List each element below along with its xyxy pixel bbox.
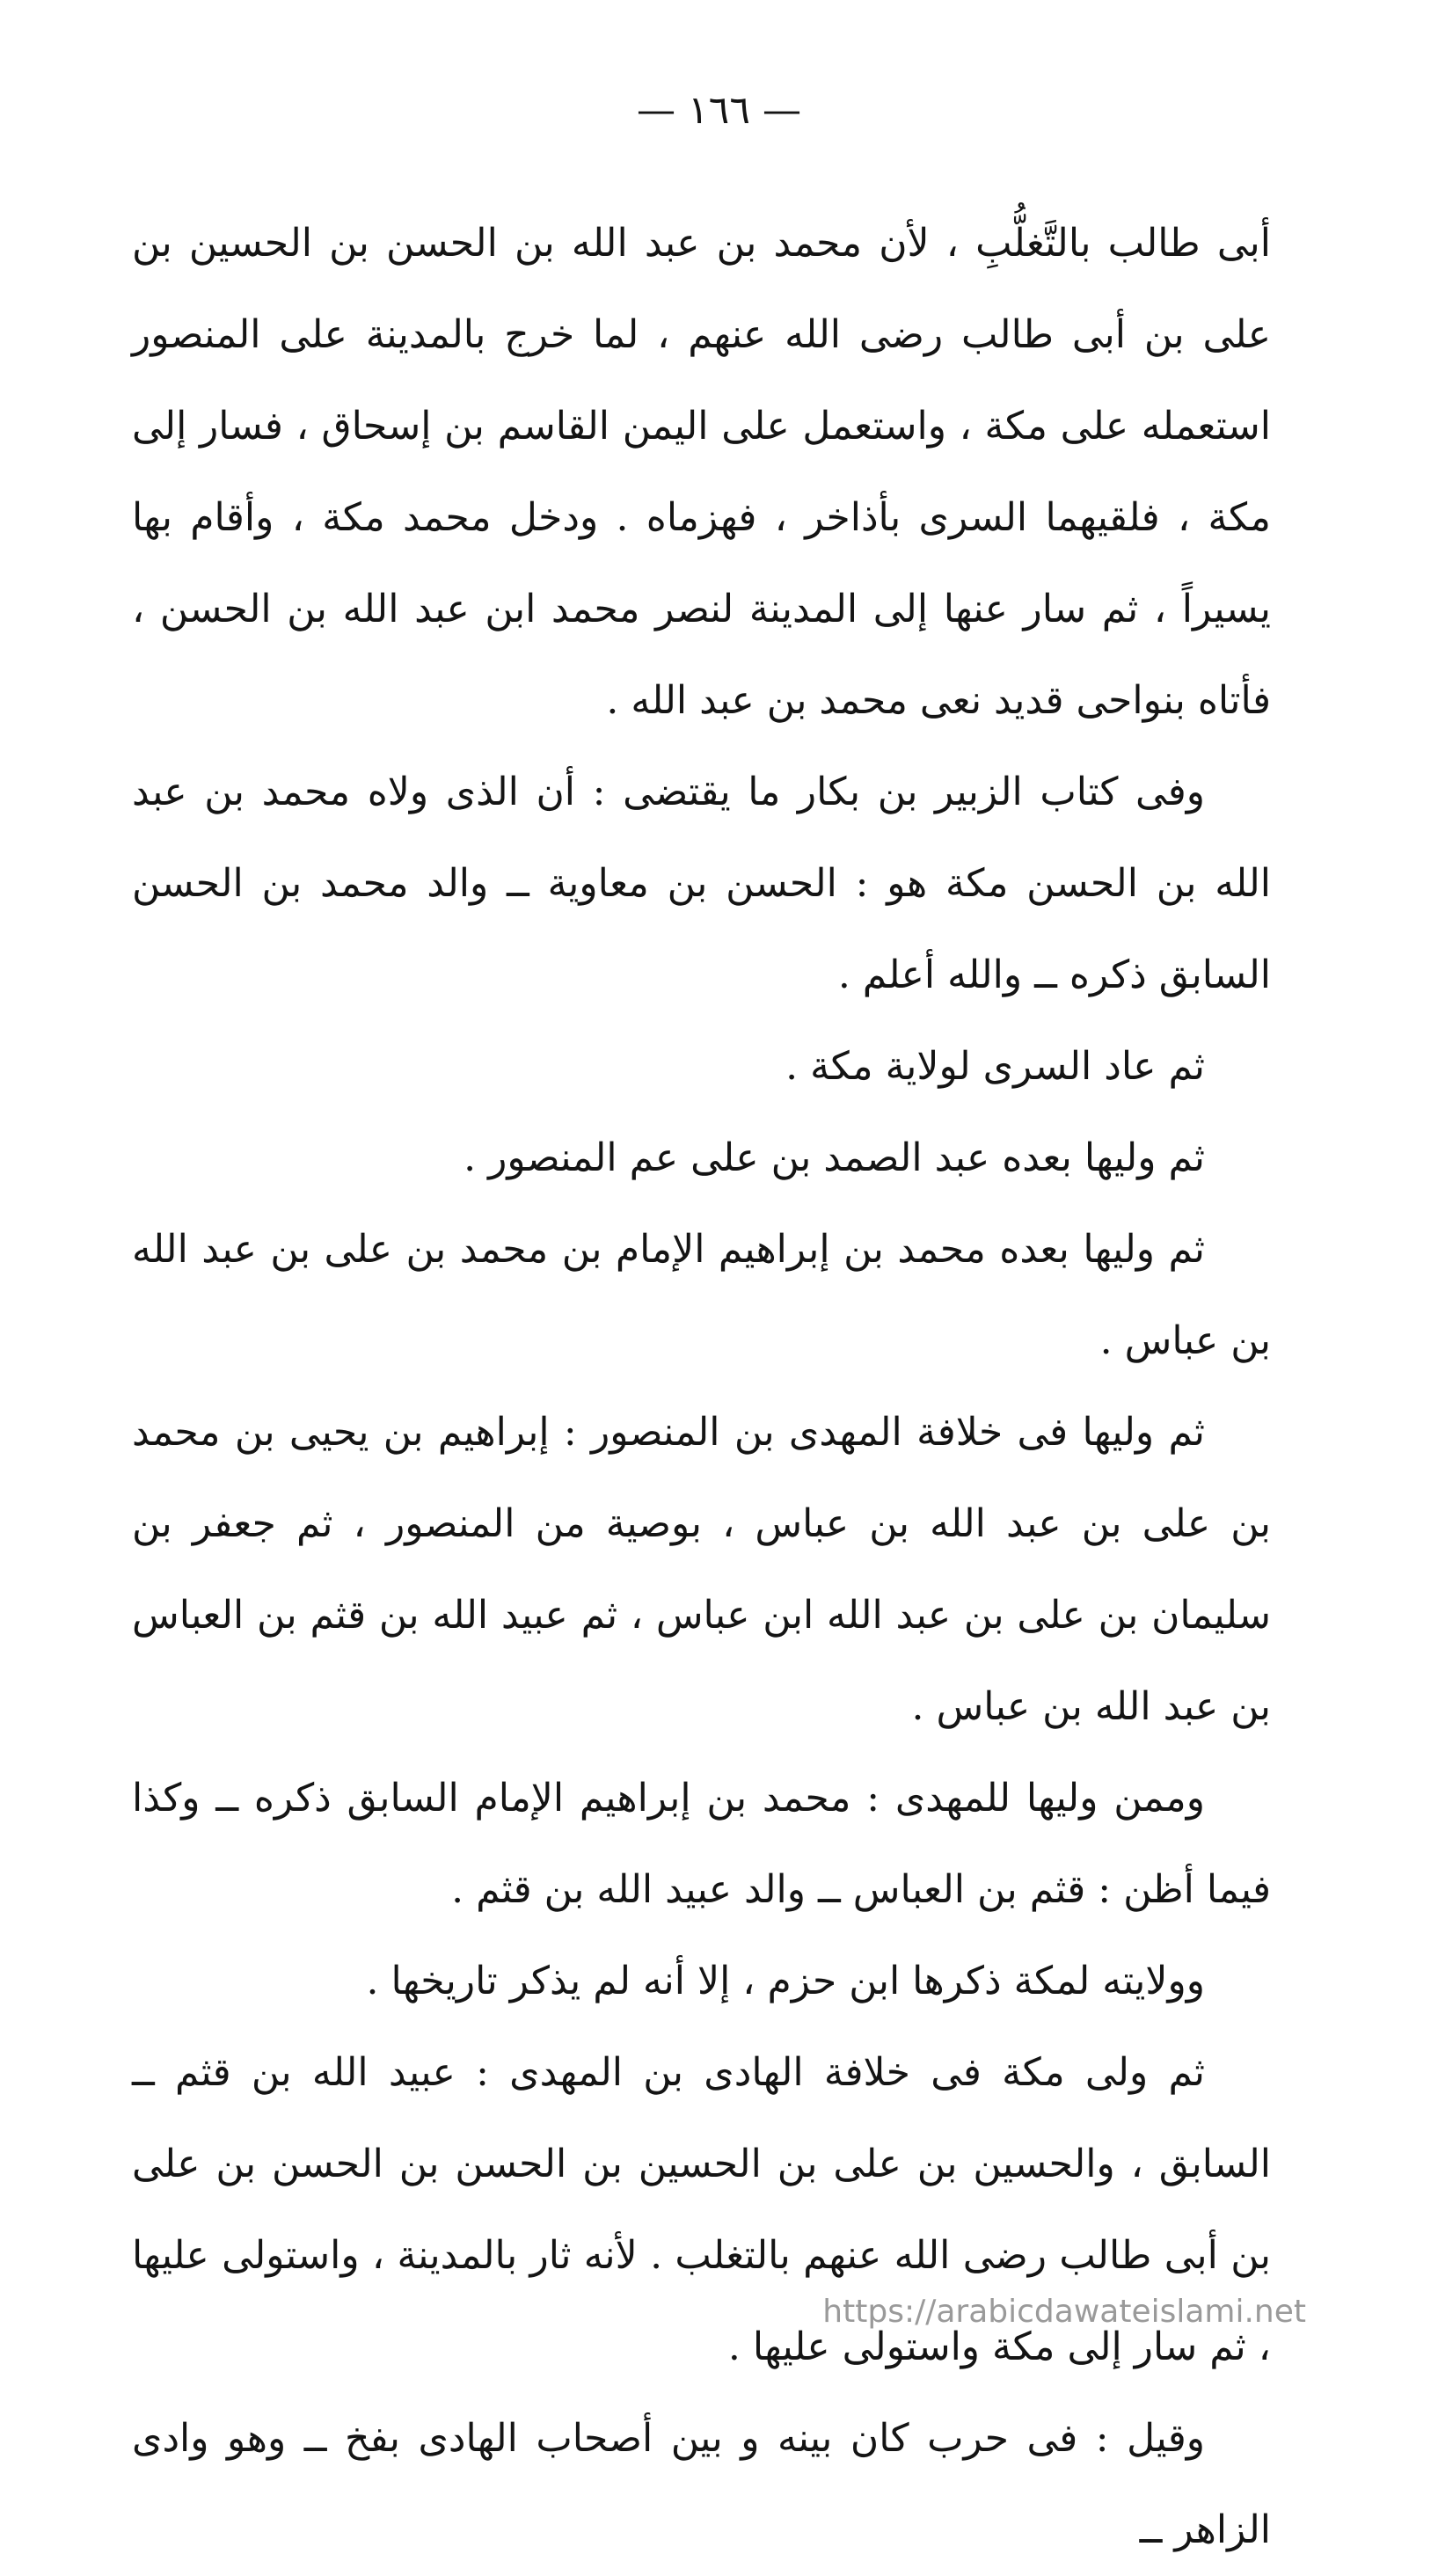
paragraph: ثم ولى مكة فى خلافة الهادى بن المهدى : عبيد الله بن قثم ــ السابق ، والحسين بن على بن الحسين بن الحسن بن الحسن بن على بن أبى طالب رضى الله عنهم بالتغلب . لأنه ثار بالمدينة ، واستولى عليها ، ثم سار إلى مكة واستولى عليها .: [132, 2050, 1271, 2369]
watermark-url: https://arabicdawateislami.net: [822, 2294, 1306, 2330]
paragraph: وولايته لمكة ذكرها ابن حزم ، إلا أنه لم يذكر تاريخها .: [366, 1959, 1205, 2003]
paragraph: ثم وليها بعده محمد بن إبراهيم الإمام بن محمد بن على بن عبد الله بن عباس .: [132, 1227, 1271, 1363]
page-body: [132, 198, 1271, 2576]
page-number: — ١٦٦ —: [637, 88, 801, 133]
paragraph: ثم وليها بعده عبد الصمد بن على عم المنصور .: [464, 1135, 1205, 1180]
paragraph: وقيل : فى حرب كان بينه و بين أصحاب الهادى بفخ ــ وهو وادى الزاهر ــ: [132, 2416, 1271, 2552]
paragraph: ثم عاد السرى لولاية مكة .: [785, 1044, 1205, 1089]
paragraph: وفى كتاب الزبير بن بكار ما يقتضى : أن الذى ولاه محمد بن عبد الله بن الحسن مكة هو : الحسن بن معاوية ــ والد محمد بن الحسن السابق ذكره ــ والله أعلم .: [132, 770, 1271, 997]
paragraph: أبى طالب بالتَّغلُّبِ ، لأن محمد بن عبد الله بن الحسن بن الحسين بن على بن أبى طالب رضى الله عنهم ، لما خرج بالمدينة على المنصور استعمله على مكة ، واستعمل على اليمن القاسم بن إسحاق ، فسار إلى مكة ، فلقيهما السرى بأذاخر ، فهزماه . ودخل محمد مكة ، وأقام بها يسيراً ، ثم سار عنها إلى المدينة لنصر محمد ابن عبد الله بن الحسن ، فأتاه بنواحى قديد نعى محمد بن عبد الله .: [132, 221, 1271, 723]
paragraph: ثم وليها فى خلافة المهدى بن المنصور : إبراهيم بن يحيى بن محمد بن على بن عبد الله بن عباس ، بوصية من المنصور ، ثم جعفر بن سليمان بن على بن عبد الله ابن عباس ، ثم عبيد الله بن قثم بن العباس بن عبد الله بن عباس .: [132, 1410, 1271, 1729]
paragraph: وممن وليها للمهدى : محمد بن إبراهيم الإمام السابق ذكره ــ وكذا فيما أظن : قثم بن العباس ــ والد عبيد الله بن قثم .: [132, 1776, 1271, 1912]
